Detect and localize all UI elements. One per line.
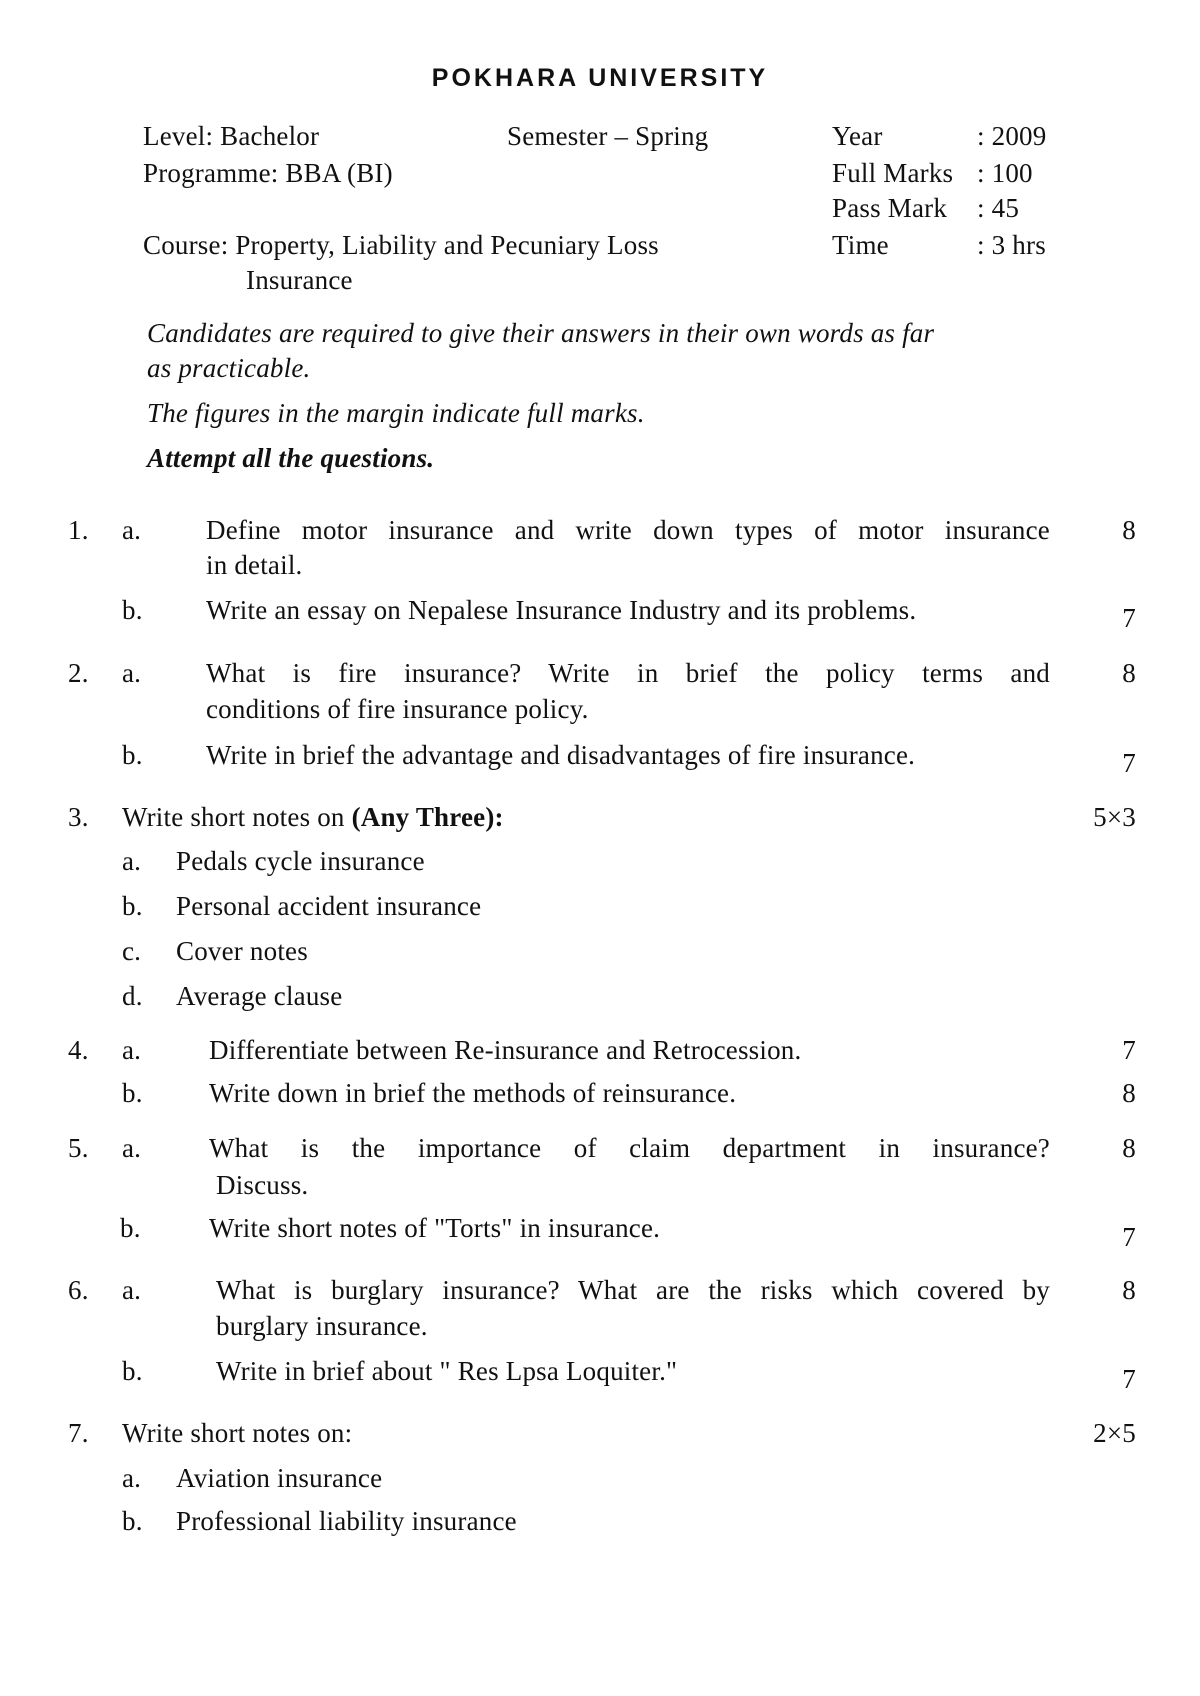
q3-item-label: d. bbox=[122, 981, 143, 1011]
q4b-marks: 8 bbox=[1122, 1078, 1136, 1108]
q2a-line-2: conditions of fire insurance policy. bbox=[206, 694, 589, 724]
full-marks-value: : 100 bbox=[977, 158, 1033, 188]
q3-item-label: a. bbox=[122, 846, 142, 876]
q3-item-text: Pedals cycle insurance bbox=[176, 846, 425, 876]
q2a-line-1: What is fire insurance? Write in brief the policy terms and bbox=[206, 658, 1050, 688]
q5a-line-2: Discuss. bbox=[216, 1170, 309, 1200]
q1b-label: b. bbox=[122, 595, 143, 625]
q1a-line-1: Define motor insurance and write down types of motor insurance bbox=[206, 515, 1050, 545]
instruction-line-1: Candidates are required to give their answers in their own words as far bbox=[147, 318, 935, 348]
q3-number: 3. bbox=[68, 802, 89, 832]
university-title: POKHARA UNIVERSITY bbox=[431, 64, 769, 92]
q5a-label: a. bbox=[122, 1133, 142, 1163]
year-value: : 2009 bbox=[977, 121, 1047, 151]
q4a-label: a. bbox=[122, 1035, 142, 1065]
q7-item-text: Professional liability insurance bbox=[176, 1506, 517, 1536]
q7-marks: 2×5 bbox=[1093, 1418, 1136, 1448]
q3-intro-bold: (Any Three): bbox=[351, 802, 504, 832]
q2b-marks: 7 bbox=[1122, 748, 1136, 778]
q6a-marks: 8 bbox=[1122, 1275, 1136, 1305]
semester-text: Semester – Spring bbox=[507, 121, 709, 151]
q3-intro-text: Write short notes on bbox=[122, 802, 352, 832]
time-value: : 3 hrs bbox=[977, 230, 1046, 260]
q4a-text: Differentiate between Re-insurance and Retrocession. bbox=[209, 1035, 802, 1065]
full-marks-label: Full Marks bbox=[832, 158, 954, 188]
q6b-label: b. bbox=[122, 1356, 143, 1386]
q2a-label: a. bbox=[122, 658, 142, 688]
q1a-marks: 8 bbox=[1122, 515, 1136, 545]
q1a-line-2: in detail. bbox=[206, 550, 303, 580]
level-text: Level: Bachelor bbox=[143, 121, 320, 151]
q4a-marks: 7 bbox=[1122, 1035, 1136, 1065]
programme-text: Programme: BBA (BI) bbox=[143, 158, 393, 188]
q5a-line-1: What is the importance of claim department in insurance? bbox=[209, 1133, 1050, 1163]
q1b-text: Write an essay on Nepalese Insurance Industry and its problems. bbox=[206, 595, 917, 625]
q6b-marks: 7 bbox=[1122, 1364, 1136, 1394]
q1-number: 1. bbox=[68, 515, 89, 545]
q5-number: 5. bbox=[68, 1133, 89, 1163]
instruction-line-2: as practicable. bbox=[147, 353, 311, 383]
q3-intro bbox=[122, 802, 504, 833]
q7-item-label: a. bbox=[122, 1463, 142, 1493]
instruction-line-3: The figures in the margin indicate full marks. bbox=[147, 398, 645, 428]
pass-mark-value: : 45 bbox=[977, 193, 1020, 223]
q4-number: 4. bbox=[68, 1035, 89, 1065]
q1b-marks: 7 bbox=[1122, 603, 1136, 633]
q2b-text: Write in brief the advantage and disadvantages of fire insurance. bbox=[206, 740, 916, 770]
course-line-2: Insurance bbox=[246, 265, 353, 295]
q3-item-text: Personal accident insurance bbox=[176, 891, 482, 921]
q4b-text: Write down in brief the methods of reinsurance. bbox=[209, 1078, 737, 1108]
q6b-text: Write in brief about " Res Lpsa Loquiter." bbox=[216, 1356, 678, 1386]
q3-item-label: c. bbox=[122, 936, 142, 966]
time-label: Time bbox=[832, 230, 889, 260]
year-label: Year bbox=[832, 121, 883, 151]
q6a-line-1: What is burglary insurance? What are the risks which covered by bbox=[216, 1275, 1050, 1305]
q2a-marks: 8 bbox=[1122, 658, 1136, 688]
q7-intro: Write short notes on: bbox=[122, 1418, 353, 1448]
q5b-marks: 7 bbox=[1122, 1222, 1136, 1252]
q3-item-text: Average clause bbox=[176, 981, 343, 1011]
q2-number: 2. bbox=[68, 658, 89, 688]
q3-item-text: Cover notes bbox=[176, 936, 308, 966]
q3-item-label: b. bbox=[122, 891, 143, 921]
pass-mark-label: Pass Mark bbox=[832, 193, 948, 223]
q4b-label: b. bbox=[122, 1078, 143, 1108]
q7-item-label: b. bbox=[122, 1506, 143, 1536]
course-line-1: Course: Property, Liability and Pecuniary Loss bbox=[143, 230, 659, 260]
q5a-marks: 8 bbox=[1122, 1133, 1136, 1163]
q6-number: 6. bbox=[68, 1275, 89, 1305]
q1a-label: a. bbox=[122, 515, 142, 545]
q6a-line-2: burglary insurance. bbox=[216, 1311, 428, 1341]
q7-number: 7. bbox=[68, 1418, 89, 1448]
q5b-label: b. bbox=[120, 1213, 141, 1243]
q6a-label: a. bbox=[122, 1275, 142, 1305]
q2b-label: b. bbox=[122, 740, 143, 770]
q7-item-text: Aviation insurance bbox=[176, 1463, 383, 1493]
instruction-line-4: Attempt all the questions. bbox=[147, 443, 435, 473]
q3-marks: 5×3 bbox=[1093, 802, 1136, 832]
q5b-text: Write short notes of "Torts" in insurance. bbox=[209, 1213, 661, 1243]
